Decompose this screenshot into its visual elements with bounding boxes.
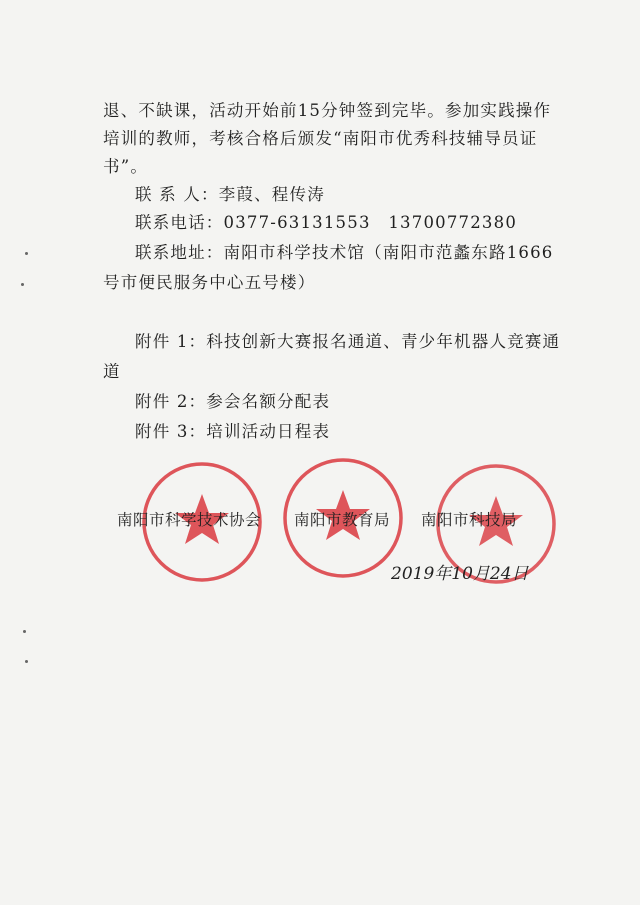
attachment-1-cont: 道	[103, 362, 121, 381]
attachment-1: 附件 1：科技创新大赛报名通道、青少年机器人竞赛通	[135, 332, 561, 351]
issuer-education-bureau: 南阳市教育局	[294, 511, 391, 529]
issuer-science-association: 南阳市科学技术协会	[117, 511, 262, 529]
margin-dot	[21, 283, 24, 286]
attachment-2: 附件 2：参会名额分配表	[135, 392, 331, 411]
contact-person: 联 系 人：李葭、程传涛	[135, 185, 325, 204]
issuer-science-technology-bureau: 南阳市科技局	[421, 511, 518, 529]
attachment-3: 附件 3：培训活动日程表	[135, 422, 331, 441]
margin-dot	[25, 252, 28, 255]
margin-dot	[23, 630, 26, 633]
margin-dot	[25, 660, 28, 663]
contact-address: 联系地址：南阳市科学技术馆（南阳市范蠡东路1666	[135, 243, 554, 262]
signature-date: 2019年10月24日	[391, 564, 529, 584]
contact-address-cont: 号市便民服务中心五号楼）	[103, 273, 316, 292]
body-line-2: 培训的教师，考核合格后颁发“南阳市优秀科技辅导员证	[103, 129, 538, 148]
body-line-1: 退、不缺课，活动开始前15分钟签到完毕。参加实践操作	[103, 101, 552, 120]
body-line-3: 书”。	[103, 157, 149, 176]
contact-phone: 联系电话：0377-63131553 13700772380	[135, 213, 518, 232]
